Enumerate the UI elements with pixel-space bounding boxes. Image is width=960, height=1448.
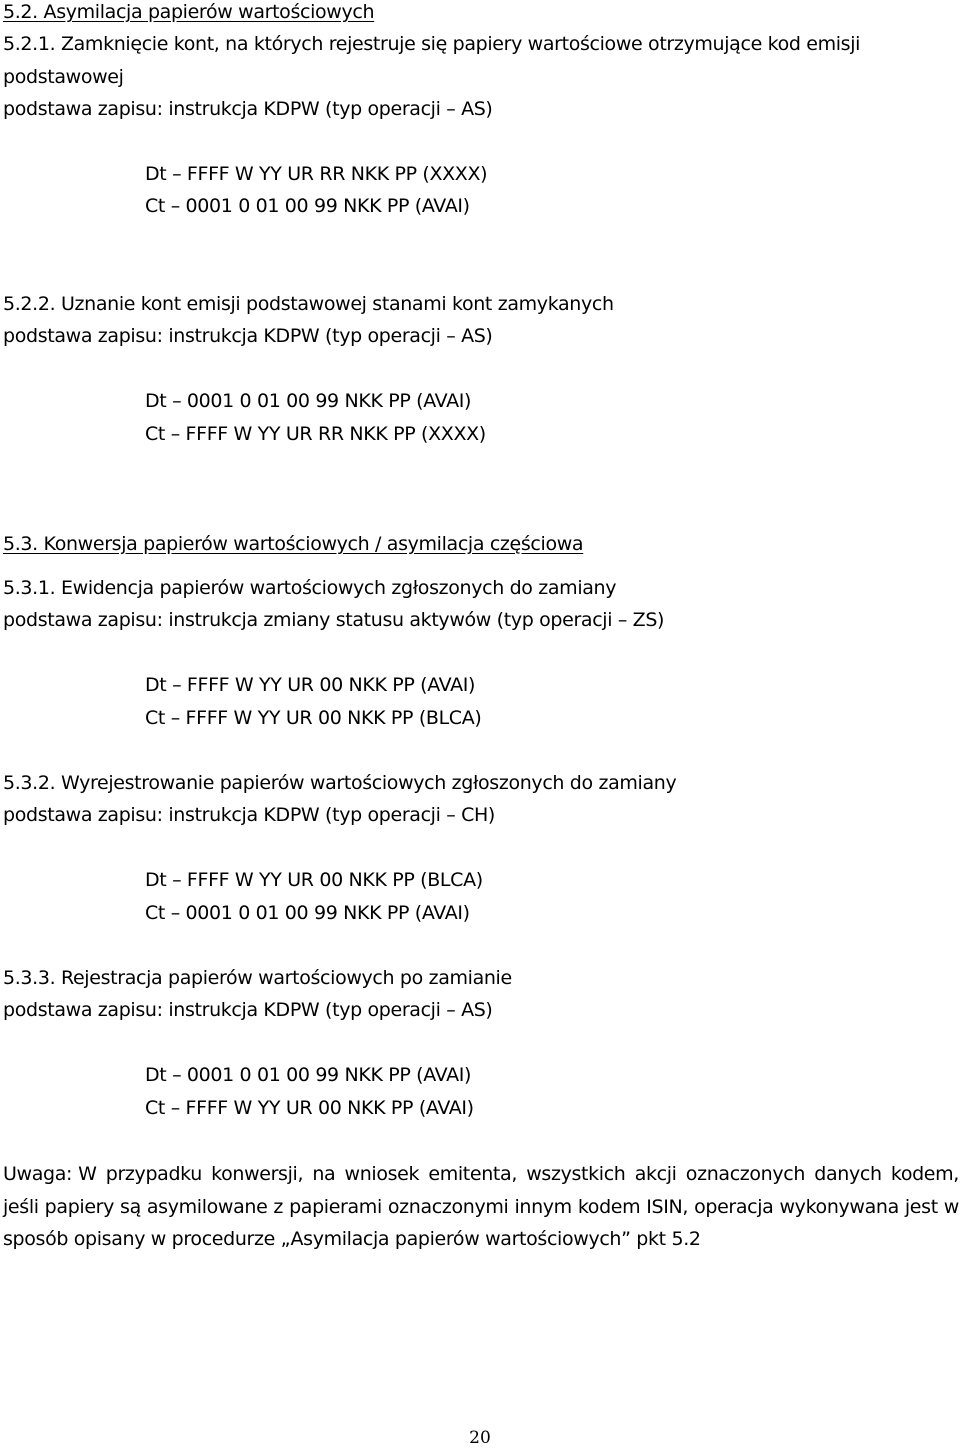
subsection-title-5-3-1: 5.3.1. Ewidencja papierów wartościowych zgłoszonych do zamiany (3, 577, 617, 599)
debit-entry: Dt – FFFF W YY UR 00 NKK PP (BLCA) (145, 869, 483, 891)
credit-entry: Ct – FFFF W YY UR RR NKK PP (XXXX) (145, 423, 486, 445)
basis-line: podstawa zapisu: instrukcja KDPW (typ operacji – AS) (3, 98, 493, 120)
debit-entry: Dt – 0001 0 01 00 99 NKK PP (AVAI) (145, 1064, 472, 1086)
subsection-title-5-2-1-cont: podstawowej (3, 66, 124, 88)
subsection-title-5-3-3: 5.3.3. Rejestracja papierów wartościowych po zamianie (3, 967, 512, 989)
credit-entry: Ct – FFFF W YY UR 00 NKK PP (AVAI) (145, 1097, 474, 1119)
credit-entry: Ct – 0001 0 01 00 99 NKK PP (AVAI) (145, 902, 470, 924)
basis-line: podstawa zapisu: instrukcja zmiany statusu aktywów (typ operacji – ZS) (3, 609, 665, 631)
subsection-title-5-3-2: 5.3.2. Wyrejestrowanie papierów wartościowych zgłoszonych do zamiany (3, 772, 677, 794)
note-label: Uwaga: (3, 1163, 73, 1185)
credit-entry: Ct – FFFF W YY UR 00 NKK PP (BLCA) (145, 707, 482, 729)
note-text: W przypadku konwersji, na wniosek emitenta, wszystkich akcji oznaczonych danych kodem, jeśli papiery są asymilowane z papierami oznaczonymi innym kodem ISIN, operacja wykonywana jest w sposób opisany w procedurze „Asymilacja papierów wartościowych” pkt 5.2 (3, 1163, 959, 1250)
debit-entry: Dt – 0001 0 01 00 99 NKK PP (AVAI) (145, 390, 472, 412)
basis-line: podstawa zapisu: instrukcja KDPW (typ operacji – CH) (3, 804, 495, 826)
page-number: 20 (469, 1428, 491, 1448)
subsection-title-5-2-2: 5.2.2. Uznanie kont emisji podstawowej stanami kont zamykanych (3, 293, 614, 315)
basis-line: podstawa zapisu: instrukcja KDPW (typ operacji – AS) (3, 999, 493, 1021)
debit-entry: Dt – FFFF W YY UR 00 NKK PP (AVAI) (145, 674, 476, 696)
credit-entry: Ct – 0001 0 01 00 99 NKK PP (AVAI) (145, 195, 470, 217)
debit-entry: Dt – FFFF W YY UR RR NKK PP (XXXX) (145, 163, 488, 185)
section-heading-5-2: 5.2. Asymilacja papierów wartościowych (3, 1, 375, 23)
note-paragraph (3, 1158, 959, 1256)
subsection-title-5-2-1: 5.2.1. Zamknięcie kont, na których rejestruje się papiery wartościowe otrzymujące kod emisji (3, 33, 861, 55)
section-heading-5-3: 5.3. Konwersja papierów wartościowych / asymilacja częściowa (3, 533, 584, 555)
basis-line: podstawa zapisu: instrukcja KDPW (typ operacji – AS) (3, 325, 493, 347)
